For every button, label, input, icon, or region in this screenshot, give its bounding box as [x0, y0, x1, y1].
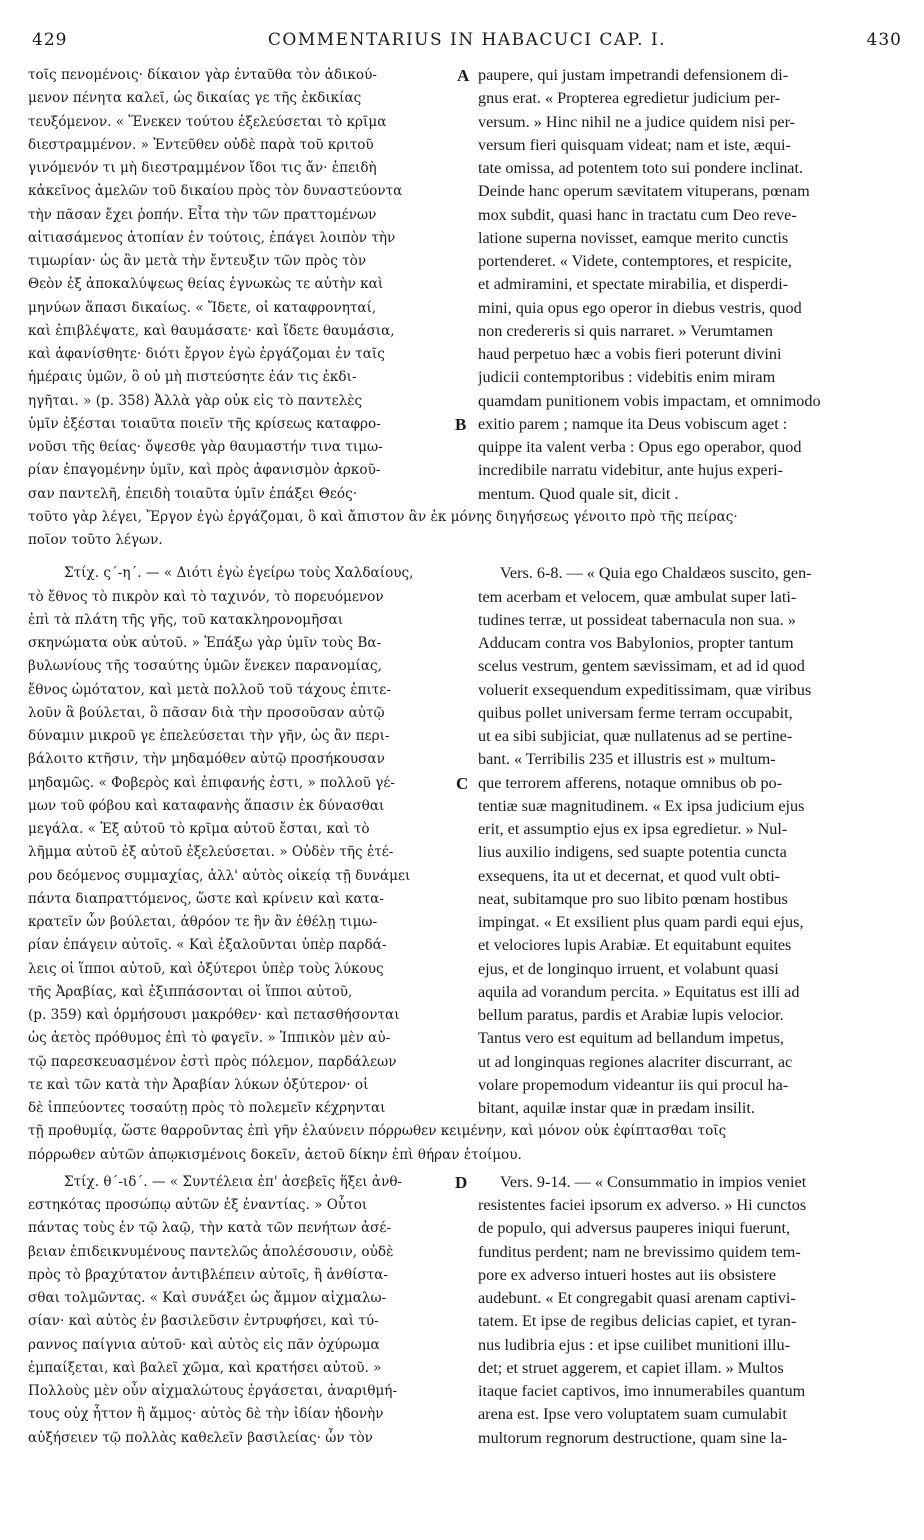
latin-line: resistentes faciei ipsorum ex adverso. » Hi cunctos [478, 1196, 807, 1214]
greek-line: αὐξήσειεν τῷ πολλὰς καθελεῖν βασιλείας· ὧν τὸν [28, 1429, 373, 1446]
section-marker-d: D [455, 1172, 468, 1192]
latin-line: itaque faciet captivos, imo innumerabiles quantum [478, 1382, 806, 1400]
greek-line: ρίαν ἐπαγομένην ὑμῖν, καὶ πρὸς ἀφανισμὸν ἀρκοῦ- [28, 462, 381, 479]
latin-line: Deinde hanc operum sævitatem vituperans, pœnam [478, 182, 810, 201]
greek-line: εστηκότας προσώπῳ αὐτῶν ἐξ ἐναντίας. » Οὗτοι [28, 1197, 368, 1213]
greek-line: ραννος παίγνια αὐτοῦ· καὶ αὐτὸς εἰς πᾶν ὀχύρωμα [28, 1336, 380, 1353]
latin-line: audebunt. « Et congregabit quasi arenam captivi- [478, 1289, 796, 1307]
greek-full-line: τῇ προθυμίᾳ, ὥστε θαρροῦντας ἐπὶ γῆν ἐλαύνειν πόρρωθεν κειμένην, καὶ μόνον οὐκ ἐφίπτασθαι τοῖς [28, 1123, 727, 1140]
greek-line: βυλωνίους τῆς τοσαύτης ὑμῶν ἕνεκεν παρανομίας, [28, 658, 382, 675]
greek-line: ρίαν ἐπάγειν αὐτοῖς. « Καὶ ἐξαλοῦνται ὑπὲρ παρδά- [28, 937, 387, 954]
latin-line: impingat. « Et exsilient plus quam pardi equi ejus, [478, 913, 804, 931]
greek-line: (p. 359) καὶ ὁρμήσουσι μακρόθεν· καὶ πετασθήσονται [28, 1007, 400, 1023]
latin-line: mentum. Quod quale sit, dicit . [478, 484, 679, 503]
greek-line: μηδαμῶς. « Φοβερὸς καὶ ἐπιφανής ἐστι, » πολλοῦ γέ- [28, 774, 396, 791]
latin-line: quibus pollet universam ferme terram occupabit, [478, 703, 793, 722]
latin-line: et velociores lupis Arabiæ. Et equitabunt equites [478, 936, 792, 955]
greek-line: Πολλοὺς μὲν οὖν αἰχμαλώτους ἐργάσεται, ἀναριθμή- [28, 1383, 398, 1399]
latin-line: versum fieri quisquam videat; nam et iste, æqui- [478, 135, 791, 154]
greek-line: σίαν· καὶ αὐτὸς ἐν βασιλεῦσιν ἐντρυφήσει, καὶ τύ- [28, 1313, 379, 1330]
section-marker-b: B [455, 414, 467, 434]
greek-line: ὡς ἀετὸς πρόθυμος ἐπὶ τὸ φαγεῖν. » Ἱππικὸν μὲν αὐ- [28, 1030, 391, 1047]
greek-line: Στίχ. ς΄-η΄. — « Διότι ἐγὼ ἐγείρω τοὺς Χαλδαίους, [64, 565, 414, 582]
running-title: COMMENTARIUS IN HABACUCI CAP. I. [267, 30, 667, 50]
latin-line: bitant, aquilæ instar quæ in prædam insilit. [478, 1099, 755, 1117]
greek-line: δὲ ἱππεύοντες τοσαύτῃ πρὸς τὸ πολεμεῖν κέχρηνται [28, 1100, 386, 1116]
latin-line: latione superna novisset, eamque merito cunctis [478, 228, 789, 247]
greek-line: πάντα διαπραττόμενος, ὥστε καὶ κρίνειν καὶ κατα- [28, 890, 384, 907]
latin-line: versum. » Hinc nihil ne a judice quidem nisi per- [478, 112, 796, 131]
greek-line: τὸ ἔθνος τὸ πικρὸν καὶ τὸ ταχινόν, τὸ πορευόμενον [28, 588, 384, 605]
greek-line: καὶ ἐπιβλέψατε, καὶ θαυμάσατε· καὶ ἴδετε θαυμάσια, [28, 322, 395, 339]
latin-line: neat, subitamque pro suo libito pœnam hostibus [478, 889, 788, 908]
latin-line: lius auxilio indigens, sed suapte potentia cuncta [478, 843, 787, 862]
greek-line: νοῦσι τῆς θείας· ὄψεσθε γὰρ θαυμαστήν τινα τιμω- [28, 439, 383, 455]
latin-line: haud perpetuo hæc a vobis fieri poterunt divini [478, 345, 782, 363]
latin-line: mox subdit, quasi hanc in tractatu cum Deo reve- [478, 205, 797, 224]
latin-line: tudines terræ, ut possideat tabernacula non sua. » [478, 610, 796, 629]
greek-line: σαν παντελῆ, ἐπειδὴ τοιαῦτα ὑμῖν ἐπάξει Θεός· [28, 485, 358, 502]
latin-line: exitio parem ; namque ita Deus vobiscum aget : [478, 414, 788, 433]
latin-line: nus ludibria ejus : et ipse cuilibet munitioni illu- [478, 1335, 791, 1354]
greek-line: λῆμμα αὐτοῦ ἐξ αὐτοῦ ἐξελεύσεται. » Οὐδὲν τῆς ἑτέ- [28, 844, 394, 861]
greek-line: μηνύων ἅπασι δικαίως. « Ἴδετε, οἱ καταφρονηταί, [28, 299, 377, 316]
greek-line: βάλοιτο κτῆσιν, τὴν μηδαμόθεν αὐτῷ προσήκουσαν [28, 751, 385, 768]
greek-line: καὶ ἀφανίσθητε· διότι ἔργον ἐγὼ ἐργάζομαι ἐν ταῖς [28, 346, 385, 362]
greek-line: σθαι τολμῶντας. « Καὶ συνάξει ὡς ἄμμον αἰχμαλω- [28, 1290, 387, 1306]
latin-line: det; et struet aggerem, et capiet illam. » Multos [478, 1358, 784, 1377]
latin-line: exsequens, ita ut et decernat, et quod vult obti- [478, 866, 781, 885]
latin-line: bant. « Terribilis 235 et illustris est » multum- [478, 750, 776, 769]
greek-line: κρατεῖν ὧν βούλεται, ἀθρόον τε ἣν ἂν ἐθέλῃ τιμω- [28, 914, 378, 930]
latin-line: tatem. Et ipse de regibus delicias capiet, et tyran- [478, 1312, 797, 1331]
greek-line: τιμωρίαν· ὡς ἂν μετὰ τὴν ἔντευξιν τῶν πρὸς τὸν [28, 253, 367, 269]
greek-line: ὑμῖν ἐξέσται τοιαῦτα ποιεῖν τῆς κρίσεως καταφρο- [28, 415, 381, 432]
greek-line: σκηνώματα οὐκ αὐτοῦ. » Ἐπάξω γὰρ ὑμῖν τοὺς Βα- [28, 635, 382, 651]
latin-line: Adducam contra vos Babylonios, propter tantum [478, 634, 794, 652]
latin-line: paupere, qui justam impetrandi defensionem di- [478, 66, 789, 84]
latin-line: voluerit exsequendum expeditissimam, quæ viribus [478, 680, 812, 699]
right-page-number: 430 [866, 30, 902, 50]
greek-line: κἀκεῖνος ἀμελῶν τοῦ δικαίου πρὸς τὸν δυναστεύοντα [28, 183, 403, 200]
greek-line: τῆς Ἀραβίας, καὶ ἐξιππάσονται οἱ ἵπποι αὐτοῦ, [28, 983, 353, 1000]
latin-line: aquila ad vorandum percita. » Equitatus est illi ad [478, 982, 800, 1001]
latin-line: quamdam punitionem vobis impactam, et omnimodo [478, 391, 821, 410]
greek-line: ἡμέραις ὑμῶν, ὃ οὐ μὴ πιστεύσητε ἐάν τις ἐκδι- [28, 369, 357, 386]
latin-line: ut ad longinquas regiones alacriter discurrant, ac [478, 1052, 793, 1071]
left-page-number: 429 [32, 30, 68, 50]
latin-line: Tantus vero est equitum ad bellandum impetus, [478, 1029, 784, 1048]
latin-line: gnus erat. « Propterea egredietur judicium per- [478, 89, 781, 108]
latin-line: ut ea sibi subjiciat, quæ nullatenus ad se pertine- [478, 727, 793, 745]
greek-line: μεγάλα. « Ἐξ αὐτοῦ τὸ κρῖμα αὐτοῦ ἔσται, καὶ τὸ [28, 821, 370, 837]
greek-line: πρὸς τὸ βραχύτατον ἀντιβλέπειν αὐτοῖς, ἢ ἀνθίστα- [28, 1266, 389, 1283]
latin-line: Vers. 6-8. — « Quia ego Chaldæos suscito, gen- [500, 564, 812, 583]
greek-line: μενον πένητα καλεῖ, ὡς δικαίας γε τῆς ἐκδικίας [28, 90, 362, 107]
latin-line: ejus, et de longinquo irruent, et volabunt quasi [478, 959, 779, 978]
greek-line: πάντας τοὺς ἐν τῷ λαῷ, τὴν κατὰ τῶν πενήτων ἀσέ- [28, 1220, 392, 1237]
latin-line: tentiæ suæ magnitudinem. « Ex ipsa judicium ejus [478, 796, 805, 815]
greek-line: διεστραμμένον. » Ἐντεῦθεν οὐδὲ παρὰ τοῦ κριτοῦ [28, 136, 374, 153]
greek-line: τε καὶ τῶν κατὰ τὴν Ἀραβίαν λύκων ὀξύτερον· οἱ [28, 1076, 369, 1093]
greek-line: τὴν πᾶσαν ἔχει ῥοπήν. Εἶτα τὴν τῶν πραττομένων [28, 206, 377, 223]
greek-full-line: τοῦτο γὰρ λέγει, Ἔργον ἐγὼ ἐργάζομαι, ὃ καὶ ἄπιστον ἂν ἐκ μόνης διηγήσεως γένοιτο πρὸ τῆς πείρας· [28, 508, 738, 525]
latin-line: portenderet. « Videte, contemptores, et respicite, [478, 252, 792, 270]
latin-line: incredibile narratu videbitur, ante hujus experi- [478, 461, 784, 480]
latin-line: pore ex adverso intueri hostes aut iis obsistere [478, 1265, 777, 1284]
greek-line: ἐμπαίξεται, καὶ βαλεῖ χῶμα, καὶ κρατήσει αὐτοῦ. » [28, 1359, 382, 1376]
greek-line: Στίχ. θ΄-ιδ΄. — « Συντέλεια ἐπ' ἀσεβεῖς ἥξει ἀνθ- [64, 1173, 403, 1190]
latin-line: tate omissa, ad potentem toto sui pondere inclinat. [478, 159, 804, 177]
latin-line: mini, quia opus ego operor in diebus vestris, quod [478, 298, 802, 317]
latin-line: scelus vestrum, gentem sævissimam, et ad id quod [478, 657, 805, 676]
latin-line: judicii contemptoribus : videbitis enim miram [478, 368, 776, 387]
latin-line: non credereris si quis narraret. » Verumtamen [478, 321, 774, 340]
greek-full-line: ποῖον τοῦτο λέγων. [28, 532, 163, 548]
latin-line: funditus perdent; nam ne brevissimo quidem tem- [478, 1242, 801, 1261]
latin-line: de populo, qui adversus pauperes iniqui fuerunt, [478, 1219, 790, 1238]
greek-line: τους οὐχ ἧττον ἢ ἄμμος· αὐτὸς δὲ τὴν ἰδίαν ἡδονὴν [28, 1406, 384, 1423]
section-marker-c: C [456, 773, 469, 793]
greek-line: τῷ παρεσκευασμένον ἐστὶ πρὸς πόλεμον, παρδάλεων [28, 1053, 397, 1070]
greek-line: βειαν ἐπιδεικνυμένους παντελῶς ἀπολέσουσιν, οὐδὲ [28, 1243, 394, 1260]
greek-line: μων τοῦ φόβου καὶ καταφανὴς ἅπασιν ἐκ δύνασθαι [28, 797, 385, 814]
latin-line: volare propemodum videantur iis qui procul ha- [478, 1075, 789, 1094]
latin-line: que terrorem afferens, notaque omnibus ob po- [478, 773, 783, 792]
greek-line: αἰτιασάμενος ἀτοπίαν ἐν τούτοις, ἐπάγει λοιπὸν τὴν [28, 229, 396, 246]
greek-line: λοῦν ἃ βούλεται, ὃ πᾶσαν διὰ τὴν προσοῦσαν αὐτῷ [28, 704, 385, 721]
latin-line: tem acerbam et velocem, quæ ambulat super lati- [478, 587, 797, 606]
greek-line: Θεὸν ἐξ ἀποκαλύψεως θείας ἐγνωκὼς τε αὐτὴν καὶ [28, 276, 384, 293]
latin-line: et admiramini, et spectate mirabilia, et disperdi- [478, 275, 789, 294]
latin-line: Vers. 9-14. — « Consummatio in impios veniet [500, 1172, 807, 1191]
greek-line: τοῖς πενομένοις· δίκαιον γὰρ ἐνταῦθα τὸν ἀδικού- [28, 67, 377, 83]
latin-line: quippe ita valent verba : Opus ego operabor, quod [478, 438, 802, 456]
greek-line: ηγῆται. » (p. 358) Ἀλλὰ γὰρ οὐκ εἰς τὸ παντελὲς [28, 392, 363, 409]
section-marker-a: A [457, 66, 470, 85]
greek-line: ρου δεόμενος συμμαχίας, ἀλλ' αὐτὸς οἰκείᾳ τῇ δυνάμει [28, 867, 411, 884]
latin-line: arena est. Ipse vero voluptatem suam cumulabit [478, 1405, 787, 1424]
greek-line: δύναμιν μικροῦ γε ἐπελεύσεται τὴν γῆν, ὡς ἂν περι- [28, 728, 390, 744]
running-header [32, 30, 902, 58]
latin-line: bellum paratus, pardis et Arabiæ lupis velocior. [478, 1006, 784, 1024]
greek-line: γινόμενόν τι μὴ διεστραμμένον ἴδοι τις ἄν· ἐπειδὴ [28, 160, 377, 176]
latin-line: erit, et assumptio ejus ex ipsa egredietur. » Nul- [478, 820, 788, 838]
latin-line: multorum regnorum destructione, quam sine la- [478, 1428, 788, 1447]
greek-line: λεις οἱ ἵπποι αὐτοῦ, καὶ ὀξύτεροι ὑπὲρ τοὺς λύκους [28, 960, 384, 977]
greek-full-line: πόρρωθεν αὐτῶν ἀπῳκισμένοις δοκεῖν, ἀετοῦ δίκην ἐπὶ θήραν ἑτοίμου. [28, 1146, 522, 1163]
greek-line: ἔθνος ὠμότατον, καὶ μετὰ πολλοῦ τοῦ τάχους ἐπιτε- [28, 681, 391, 698]
greek-line: ἐπὶ τὰ πλάτη τῆς γῆς, τοῦ κατακληρονομῆσαι [28, 611, 344, 628]
greek-line: τευξόμενον. « Ἕνεκεν τούτου ἐξελεύσεται τὸ κρῖμα [28, 113, 387, 130]
